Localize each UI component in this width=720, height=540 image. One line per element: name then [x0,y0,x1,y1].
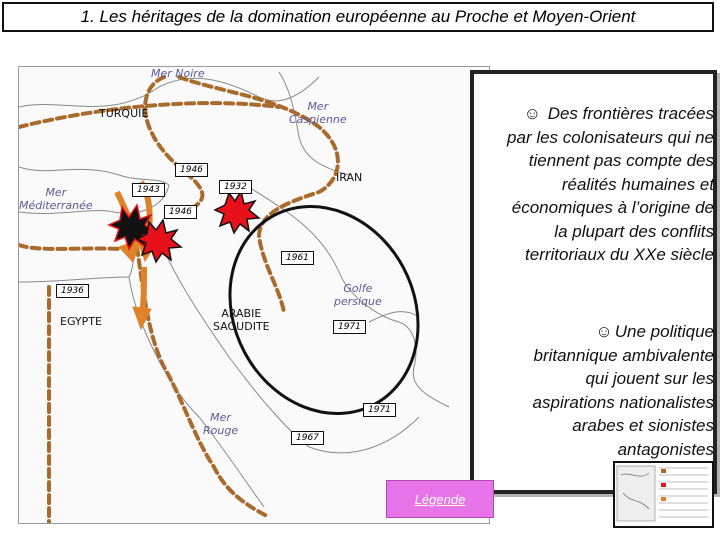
label-arabie-line1: ARABIE [221,307,262,320]
frontier-lines [19,77,338,524]
title-bar [2,2,714,32]
label-iran: IRAN [336,171,363,184]
line-text: Des frontières tracées [547,104,714,123]
text-block-frontieres-line5: économiques à l’origine de [511,198,714,217]
year-1932: 1932 [219,180,252,194]
year-1946-top: 1946 [175,163,208,177]
label-egypte: EGYPTE [60,315,102,328]
year-1946-bottom: 1946 [164,205,197,219]
legend-thumbnail-drawing [615,463,712,526]
explosion-icon-red-2 [215,191,259,233]
text-block-politique-line1 [474,320,714,344]
label-mer-caspienne-line2: Caspienne [289,113,347,126]
year-1967: 1967 [291,431,324,445]
label-mer-noire: Mer Noire [151,67,205,80]
legend-button[interactable] [386,480,494,518]
label-turquie: TURQUIE [99,107,149,120]
label-mer-caspienne [289,100,347,126]
text-block-politique-line6: antagonistes [617,439,714,459]
label-mer-rouge [203,411,238,437]
label-mer-caspienne-line1: Mer [307,100,329,113]
year-1936: 1936 [56,284,89,298]
text-block-frontieres-line1 [474,102,714,126]
text-block-frontieres-line6: la plupart des conflits [554,221,714,241]
year-1961: 1961 [281,251,314,265]
label-mer-rouge-line1: Mer [210,411,231,424]
legend-thumbnail[interactable] [613,461,714,528]
year-1943: 1943 [132,183,165,197]
line-text: Une politique [614,322,714,341]
label-golfe-line2: persique [334,295,382,308]
year-1971-gulf: 1971 [333,320,366,334]
label-mer-mediterranee-line1: Mer [45,186,67,199]
year-1971-oman: 1971 [363,403,396,417]
label-mer-rouge-line2: Rouge [203,424,239,437]
map-drawing [19,67,490,524]
legend-button-label: Légende [414,491,466,507]
label-arabie-saoudite [213,307,270,333]
text-block-politique-line3: qui jouent sur les [585,369,714,388]
text-block-frontieres-line4: réalités humaines et [561,174,714,194]
text-block-politique-line2: britannique ambivalente [533,345,714,365]
text-block-politique-line4: aspirations nationalistes [532,392,714,412]
label-golfe-persique [334,282,382,308]
label-golfe-line1: Golfe [343,282,373,295]
text-block-frontieres [474,102,714,267]
smile-icon: ☺ [595,322,613,341]
text-block-frontieres-line2: par les colonisateurs qui ne [507,127,714,147]
smile-icon: ☺ [523,104,541,123]
text-block-politique [474,320,714,461]
page-title: 1. Les héritages de la domination européenne au Proche et Moyen-Orient [80,7,636,26]
label-mer-mediterranee [19,186,93,212]
text-block-frontieres-line7: territoriaux du XXe siècle [525,245,714,264]
text-block-politique-line5: arabes et sionistes [572,416,714,435]
label-arabie-line2: SAOUDITE [213,320,270,333]
map [18,66,490,524]
text-block-frontieres-line3: tiennent pas compte des [528,151,714,170]
label-mer-mediterranee-line2: Méditerranée [19,199,93,212]
